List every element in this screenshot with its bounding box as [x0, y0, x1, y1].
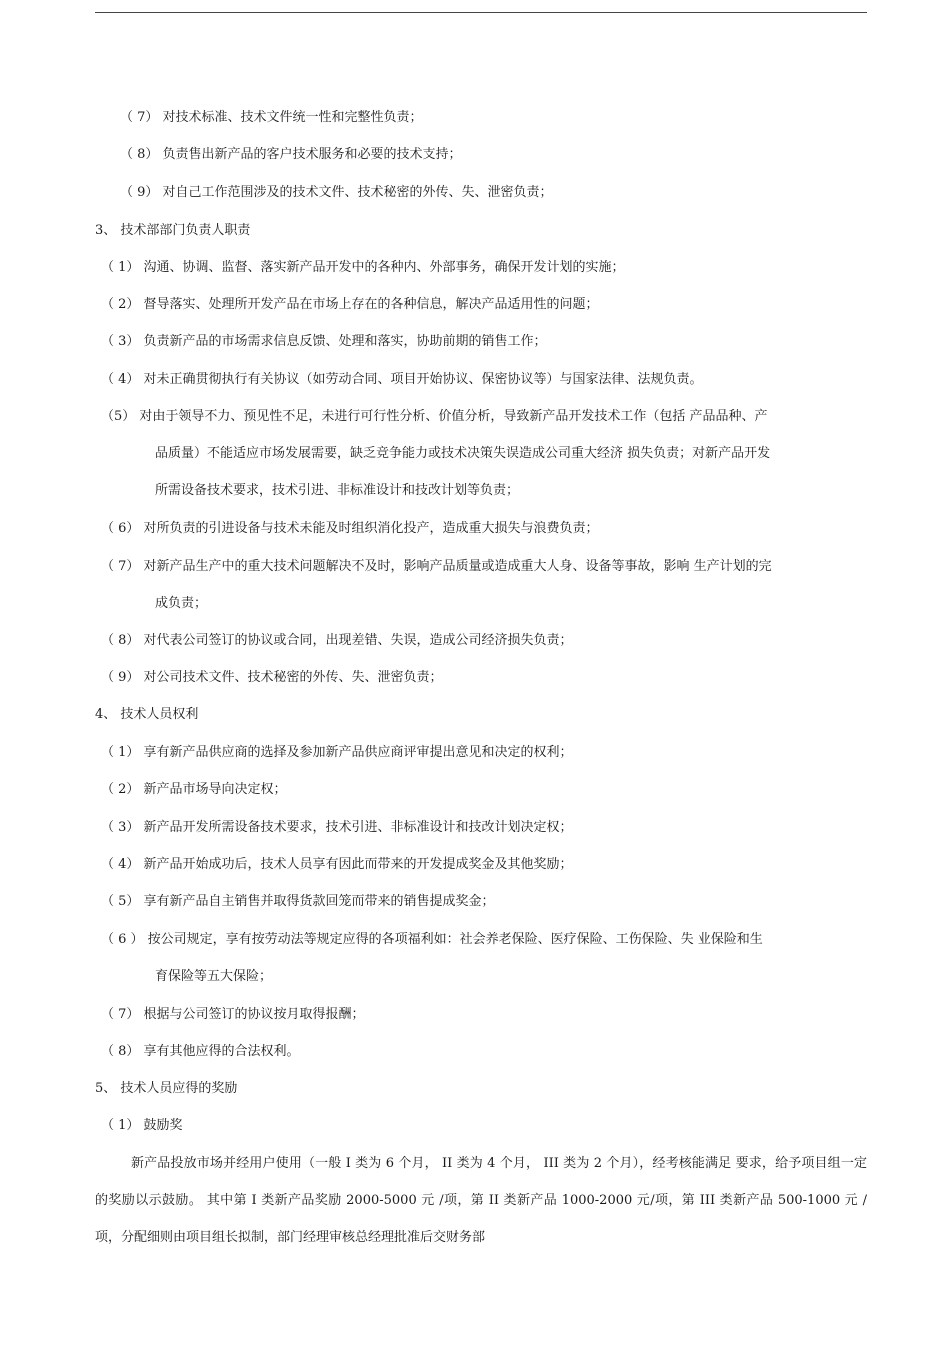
list-item: （ 7） 根据与公司签订的协议按月取得报酬； — [101, 1007, 365, 1022]
list-item: （ 2） 新产品市场导向决定权； — [101, 782, 287, 797]
list-item: （5） 对由于领导不力、预见性不足，未进行可行性分析、价值分析，导致新产品开发技术工作（包括 产品品种、产 — [101, 409, 768, 424]
section-heading: 3、 技术部部门负责人职责 — [95, 223, 251, 238]
list-item: （ 2） 督导落实、处理所开发产品在市场上存在的各种信息，解决产品适用性的问题； — [101, 297, 599, 312]
list-item: （ 9） 对公司技术文件、技术秘密的外传、失、泄密负责； — [101, 670, 443, 685]
list-item: （ 8） 享有其他应得的合法权利。 — [101, 1044, 300, 1059]
list-item: （ 3） 新产品开发所需设备技术要求，技术引进、非标准设计和技改计划决定权； — [101, 820, 573, 835]
list-item: （ 4） 新产品开始成功后，技术人员享有因此而带来的开发提成奖金及其他奖励； — [101, 857, 573, 872]
list-item-continuation: 品质量）不能适应市场发展需要，缺乏竞争能力或技术决策失误造成公司重大经济 损失负责；对新产品开发 — [155, 446, 771, 461]
list-item: （ 1） 享有新产品供应商的选择及参加新产品供应商评审提出意见和决定的权利； — [101, 745, 573, 760]
section-heading: 5、 技术人员应得的奖励 — [95, 1081, 238, 1096]
list-item: （ 8） 对代表公司签订的协议或合同，出现差错、失误，造成公司经济损失负责； — [101, 633, 573, 648]
list-item-continuation: 育保险等五大保险； — [155, 969, 273, 984]
list-item: （ 5） 享有新产品自主销售并取得货款回笼而带来的销售提成奖金； — [101, 894, 495, 909]
list-item-continuation: 成负责； — [155, 596, 208, 611]
list-item: （ 7） 对新产品生产中的重大技术问题解决不及时，影响产品质量或造成重大人身、设备等事故，影响 生产计划的完 — [101, 559, 772, 574]
list-item: （ 6 ） 按公司规定，享有按劳动法等规定应得的各项福利如：社会养老保险、医疗保险、工伤保险、失 业保险和生 — [101, 932, 763, 947]
list-item: （ 8） 负责售出新产品的客户技术服务和必要的技术支持； — [120, 147, 462, 162]
list-item: （ 9） 对自己工作范围涉及的技术文件、技术秘密的外传、失、泄密负责； — [120, 185, 553, 200]
list-item: （ 4） 对未正确贯彻执行有关协议（如劳动合同、项目开始协议、保密协议等）与国家法律、法规负责。 — [101, 372, 703, 387]
body-paragraph: 新产品投放市场并经用户使用（一般 I 类为 6 个月， II 类为 4 个月， III 类为 2 个月），经考核能满足 要求，给予项目组一定的奖励以示鼓励。 其中第 I 类新产品奖励 2000-5000 元 /项，第 II 类新产品 1000-2000 元/项，第 III 类新产品 500-1000 元 /项，分配细则由项目组长拟制，部门经理审核总经理批准后交财务部 — [95, 1156, 867, 1245]
list-item: （ 3） 负责新产品的市场需求信息反馈、处理和落实，协助前期的销售工作； — [101, 334, 547, 349]
list-item: （ 1） 鼓励奖 — [101, 1118, 183, 1133]
list-item: （ 6） 对所负责的引进设备与技术未能及时组织消化投产，造成重大损失与浪费负责； — [101, 521, 599, 536]
section-heading: 4、 技术人员权利 — [95, 707, 199, 722]
list-item: （ 7） 对技术标准、技术文件统一性和完整性负责； — [120, 110, 423, 125]
header-rule — [95, 12, 867, 13]
list-item-continuation: 所需设备技术要求，技术引进、非标准设计和技改计划等负责； — [155, 483, 520, 498]
list-item: （ 1） 沟通、协调、监督、落实新产品开发中的各种内、外部事务，确保开发计划的实施； — [101, 260, 625, 275]
